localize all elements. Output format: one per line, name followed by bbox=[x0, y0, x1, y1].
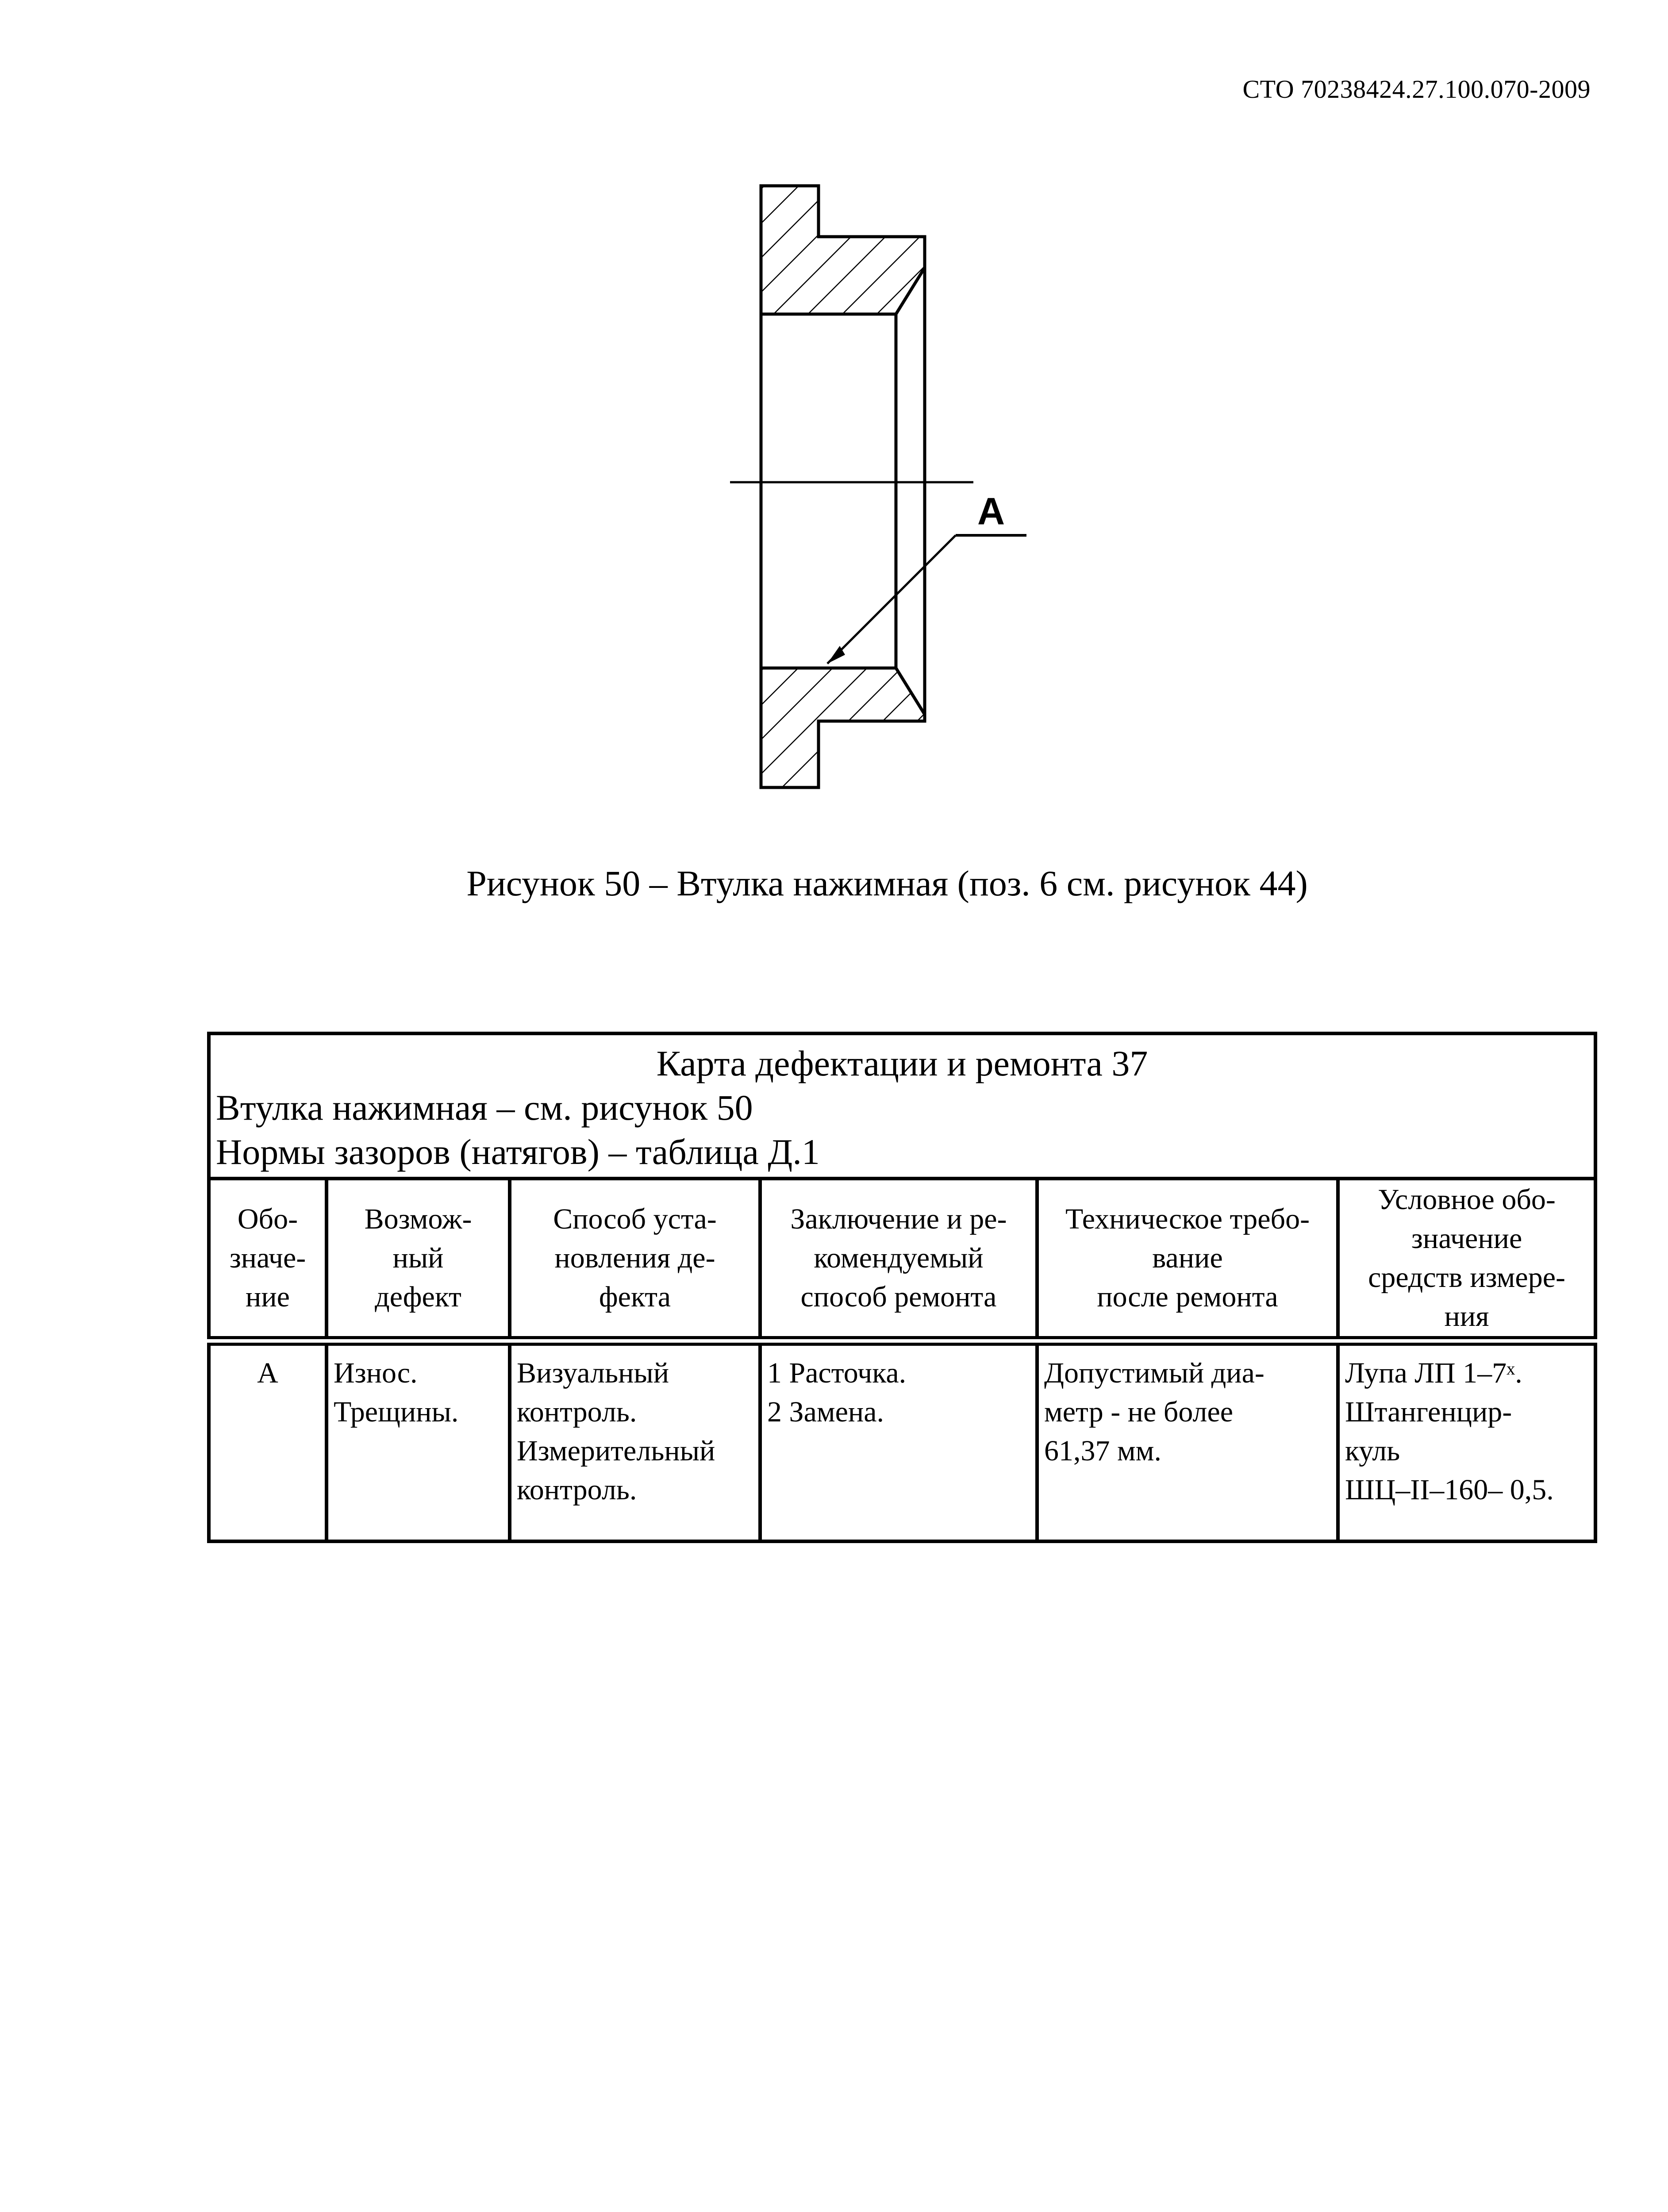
cell-tools: Лупа ЛП 1–7ˣ. Штангенцир- куль ШЦ–II–160– 0,5. bbox=[1338, 1341, 1595, 1541]
defect-card-table bbox=[207, 1032, 1597, 1543]
table-header-row bbox=[209, 1179, 1595, 1341]
card-part: Втулка нажимная – см. рисунок 50 bbox=[216, 1087, 753, 1128]
bushing-drawing bbox=[717, 164, 1071, 805]
column-header: Техническое требо- вание после ремонта bbox=[1037, 1179, 1338, 1341]
cell-detection: Визуальный контроль. Измерительный контроль. bbox=[510, 1341, 760, 1541]
callout-label: А bbox=[977, 490, 1005, 533]
figure-caption: Рисунок 50 – Втулка нажимная (поз. 6 см. рисунок 44) bbox=[466, 863, 1308, 903]
card-norms: Нормы зазоров (натягов) – таблица Д.1 bbox=[216, 1132, 820, 1172]
column-header: Возмож- ный дефект bbox=[327, 1179, 510, 1341]
column-header: Заключение и ре- комендуемый способ ремонта bbox=[760, 1179, 1037, 1341]
card-title-block bbox=[209, 1033, 1595, 1179]
column-header: Обо- значе- ние bbox=[209, 1179, 327, 1341]
table-row bbox=[209, 1341, 1595, 1541]
document-code: СТО 70238424.27.100.070-2009 bbox=[1242, 75, 1591, 104]
callout-leader bbox=[827, 535, 956, 664]
cell-defect: Износ. Трещины. bbox=[327, 1341, 510, 1541]
card-title: Карта дефектации и ремонта 37 bbox=[656, 1043, 1148, 1083]
column-header: Условное обо- значение средств измере- ния bbox=[1338, 1179, 1595, 1341]
bottom-section bbox=[761, 668, 925, 787]
cell-designation: А bbox=[209, 1341, 327, 1541]
cell-repair: 1 Расточка. 2 Замена. bbox=[760, 1341, 1037, 1541]
cell-requirement: Допустимый диа- метр - не более 61,37 мм. bbox=[1037, 1341, 1338, 1541]
top-section bbox=[761, 186, 925, 314]
column-header: Способ уста- новления де- фекта bbox=[510, 1179, 760, 1341]
